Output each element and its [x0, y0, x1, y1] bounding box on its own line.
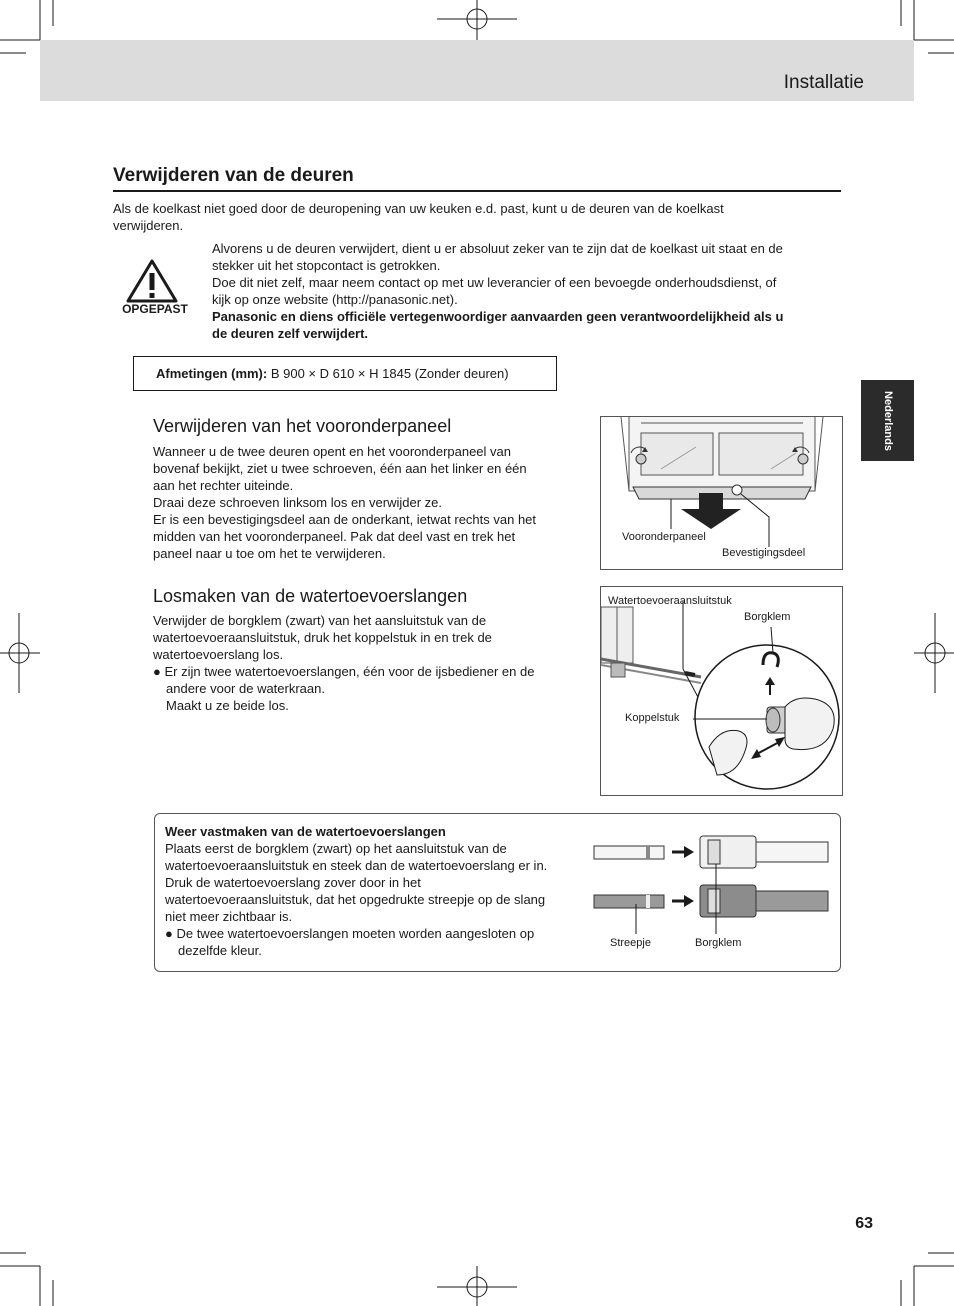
water-hoses-heading: Losmaken van de watertoevoerslangen — [153, 586, 468, 606]
reattach-text: Weer vastmaken van de watertoevoerslangen Plaats eerst de borgklem (zwart) op het aansluitstuk van de watertoevoeraansluitstuk en steek dan de watertoevoerslang er in. Druk de watertoevoerslang zover door in het watertoevoeraansluitstuk, dat het opgedrukte streepje op de slang niet meer zichtbaar is. ● De twee watertoevoerslangen moeten worden aangesloten op dezelfde kleur. — [165, 823, 590, 959]
right-arrow-icon — [672, 895, 694, 907]
caution-text: Alvorens u de deuren verwijdert, dient u er absoluut zeker van te zijn dat de koelkast uit staat en de stekker uit het stopcontact is getrokken. Doe dit niet zelf, maar neem contact op met uw leverancier of een bevoegde onderhoudsdienst, of kijk op onze website (http://panasonic.net). Panasonic en diens officiële vertegenwoordiger aanvaarden geen verantwoordelijkheid als u de deuren zelf verwijdert. — [212, 241, 784, 341]
label-watertoevoeraansluitstuk: Watertoevoeraansluitstuk — [608, 595, 732, 607]
label-koppelstuk: Koppelstuk — [625, 712, 680, 724]
front-panel-text: Wanneer u de twee deuren opent en het vooronderpaneel van bovenaf bekijkt, ziet u twee schroeven, één aan het linker en één aan het rechter uiteinde. Draai deze schroeven linksom los en verwijder ze. Er is een bevestigingsdeel aan de onderkant, ietwat rechts van het midden van het vooronderpaneel. Pak dat deel vast en trek het paneel naar u toe om het te verwijderen. — [153, 444, 537, 561]
warning-icon — [126, 258, 178, 304]
label-borgklem: Borgklem — [744, 611, 791, 623]
dimensions-value: B 900 × D 610 × H 1845 (Zonder deuren) — [267, 366, 509, 381]
attachment-part-icon — [732, 485, 742, 495]
caution-label: OPGEPAST — [122, 302, 188, 316]
label-bevestigingsdeel: Bevestigingsdeel — [722, 547, 806, 559]
label-vooronderpaneel: Vooronderpaneel — [622, 531, 706, 543]
right-arrow-icon — [672, 846, 694, 858]
heading-rule — [113, 190, 841, 192]
reattach-title: Weer vastmaken van de watertoevoerslangen — [165, 824, 446, 839]
reattach-illustration — [592, 828, 832, 938]
front-panel-heading: Verwijderen van het vooronderpaneel — [153, 416, 452, 436]
water-hoses-text: Verwijder de borgklem (zwart) van het aansluitstuk van de watertoevoeraansluitstuk, druk het koppelstuk in en trek de watertoevoerslang los. ● Er zijn twee watertoevoerslangen, één voor de ijsbediener en de andere voor de waterkraan. Maakt u ze beide los. — [153, 613, 535, 713]
language-tab-label: Nederlands — [881, 390, 894, 451]
dimensions-label: Afmetingen (mm): — [156, 366, 268, 381]
hose-detach-illustration — [601, 587, 843, 796]
page-heading: Verwijderen van de deuren — [113, 165, 354, 186]
page-number: 63 — [855, 1215, 873, 1232]
language-tab — [861, 380, 914, 461]
label-borgklem-reattach: Borgklem — [695, 937, 742, 949]
intro-text: Als de koelkast niet goed door de deuropening van uw keuken e.d. past, kunt u de deuren van de koelkast verwijderen. — [113, 201, 724, 233]
section-title: Installatie — [783, 72, 864, 93]
label-streepje: Streepje — [610, 937, 651, 949]
water-hose-figure — [600, 586, 843, 796]
front-panel-figure — [600, 416, 843, 570]
dimensions-box — [133, 356, 557, 391]
